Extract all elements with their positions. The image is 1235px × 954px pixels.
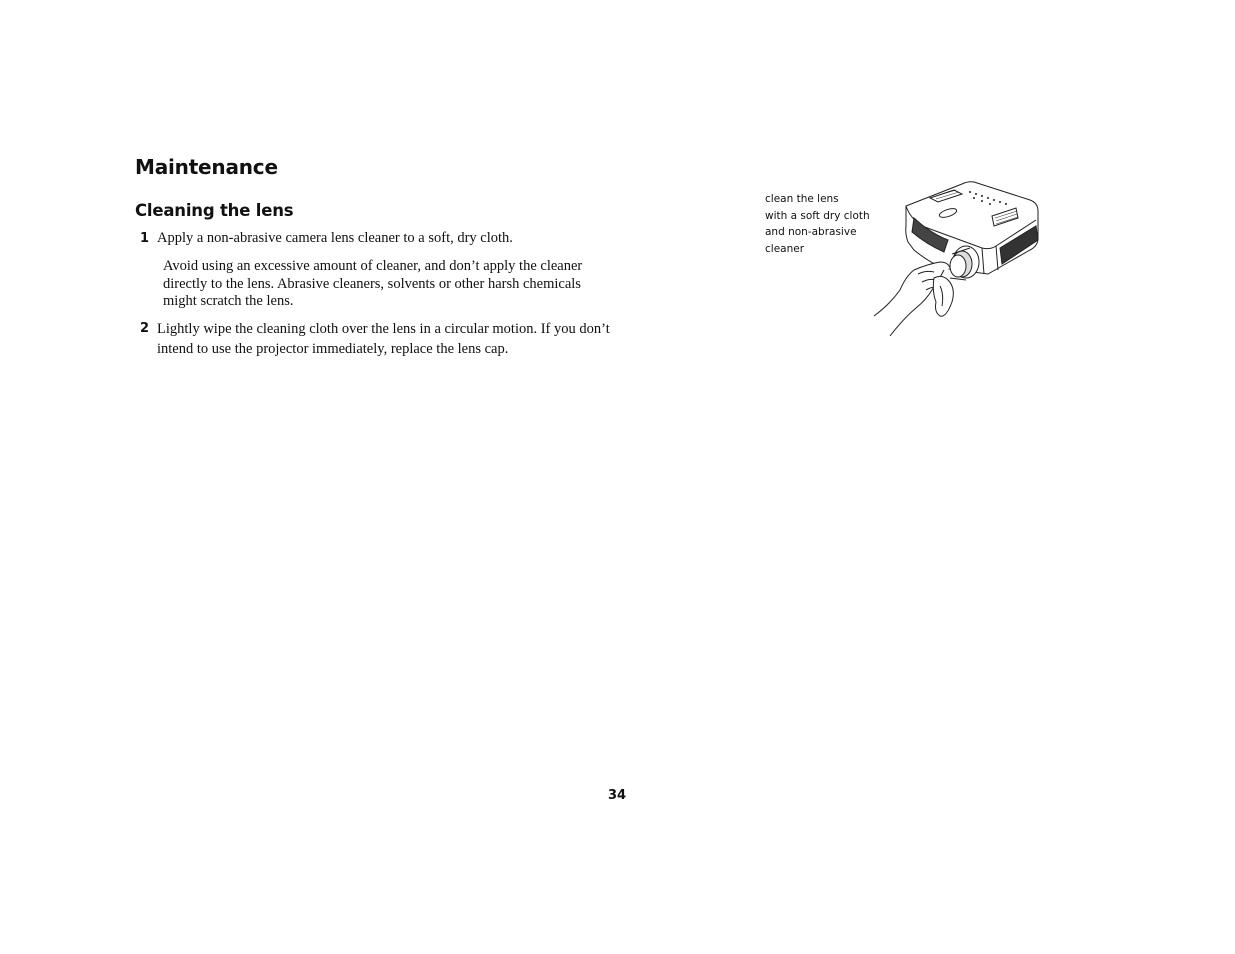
section-title: Cleaning the lens <box>135 201 294 220</box>
projector-lens-cleaning-illustration <box>870 178 1042 338</box>
cloth-icon <box>933 276 953 316</box>
figure-caption <box>765 191 880 257</box>
step-1 <box>140 229 560 249</box>
step-note: Avoid using an excessive amount of cleaner, and don’t apply the cleaner directly to the lens. Abrasive cleaners, solvents or other harsh chemicals might scratch the lens. <box>163 258 583 309</box>
caption-line: clean the lens <box>765 193 839 205</box>
caption-line: with a soft dry cloth <box>765 209 870 222</box>
page-heading: Maintenance <box>135 155 278 179</box>
step-number: 2 <box>140 321 150 336</box>
caption-line: and non-abrasive <box>765 226 857 238</box>
caption-line: cleaner <box>765 242 805 255</box>
page-number: 34 <box>607 788 627 803</box>
step-number: 1 <box>140 231 150 246</box>
step-text: Apply a non-abrasive camera lens cleaner to a soft, dry cloth. <box>157 230 513 246</box>
step-text: Lightly wipe the cleaning cloth over the lens in a circular motion. If you don’t intend to use the projector immediately, replace the lens cap. <box>157 321 610 357</box>
step-2 <box>140 319 610 361</box>
